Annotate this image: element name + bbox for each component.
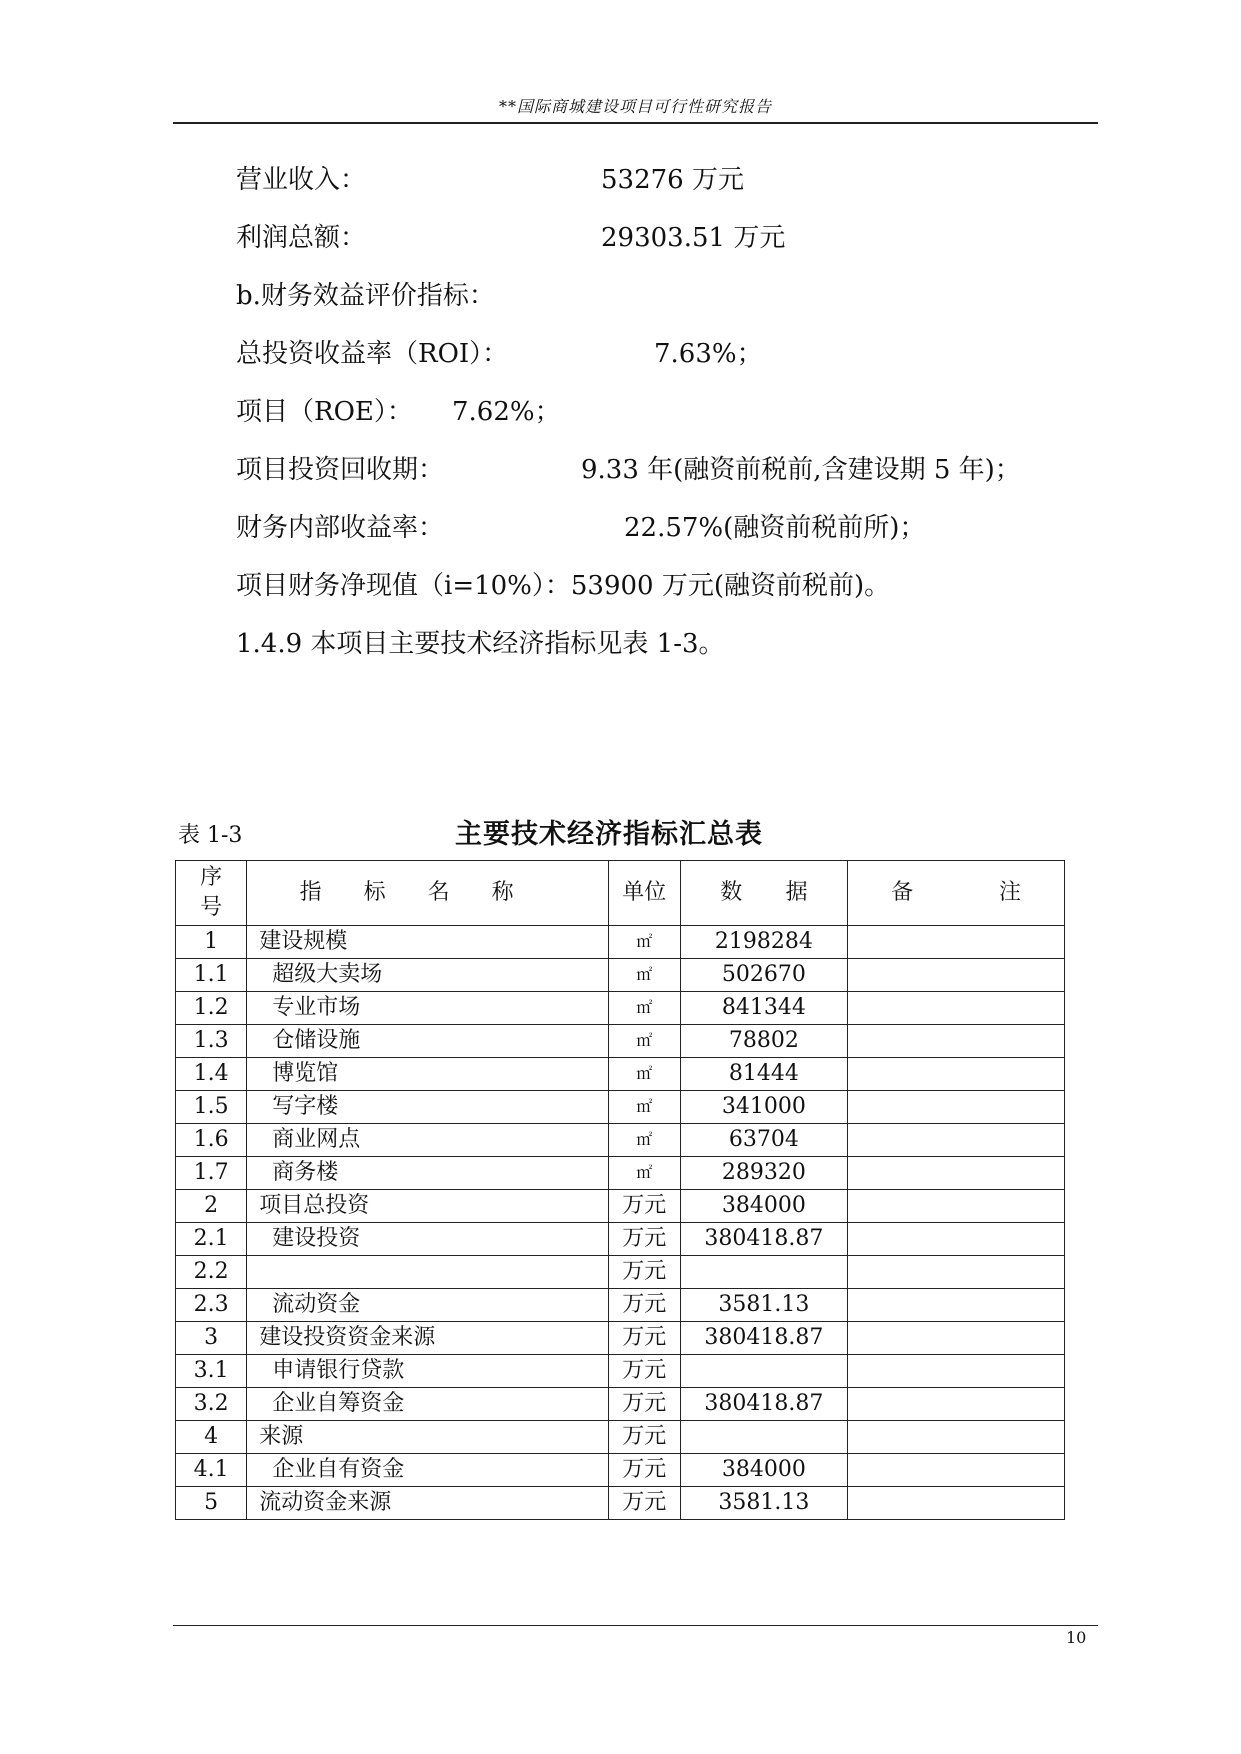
table-row [176, 1487, 1065, 1520]
line-value: 22.57%(融资前税前所)； [624, 513, 926, 543]
table-row [176, 1223, 1065, 1256]
table-row [176, 1157, 1065, 1190]
table-row [176, 1322, 1065, 1355]
table-header-row [176, 861, 1065, 926]
cell-data: 384000 [680, 1454, 848, 1487]
line-value: 9.33 年(融资前税前,含建设期 5 年)； [581, 455, 1021, 485]
cell-note [848, 1190, 1065, 1223]
cell-name: 流动资金 [247, 1289, 609, 1322]
cell-seq: 1.6 [176, 1124, 247, 1157]
cell-name: 商业网点 [247, 1124, 609, 1157]
cell-data: 289320 [680, 1157, 848, 1190]
cell-seq: 2.2 [176, 1256, 247, 1289]
line-label: b.财务效益评价指标： [236, 281, 495, 311]
cell-name: 建设规模 [247, 926, 609, 959]
cell-unit: ㎡ [608, 992, 680, 1025]
cell-data [680, 1355, 848, 1388]
cell-name: 企业自有资金 [247, 1454, 609, 1487]
cell-data: 63704 [680, 1124, 848, 1157]
cell-unit: 万元 [608, 1289, 680, 1322]
cell-seq: 1.2 [176, 992, 247, 1025]
cell-unit: 万元 [608, 1454, 680, 1487]
cell-note [848, 926, 1065, 959]
cell-name: 专业市场 [247, 992, 609, 1025]
line-label: 项目（ROE）： [236, 397, 413, 427]
cell-unit: ㎡ [608, 1124, 680, 1157]
cell-name: 仓储设施 [247, 1025, 609, 1058]
cell-seq: 1.7 [176, 1157, 247, 1190]
cell-seq: 1.3 [176, 1025, 247, 1058]
footer-divider [173, 1625, 1098, 1626]
cell-unit: ㎡ [608, 1025, 680, 1058]
cell-seq: 3.1 [176, 1355, 247, 1388]
cell-seq: 2 [176, 1190, 247, 1223]
page-header [173, 90, 1098, 124]
cell-data [680, 1421, 848, 1454]
line-value: 7.63%； [654, 339, 763, 369]
text-line-indicators-heading [236, 279, 495, 313]
cell-data: 502670 [680, 959, 848, 992]
cell-data: 78802 [680, 1025, 848, 1058]
cell-note [848, 1256, 1065, 1289]
cell-data: 380418.87 [680, 1322, 848, 1355]
text-line-payback [236, 453, 1021, 487]
cell-data: 384000 [680, 1190, 848, 1223]
cell-data: 81444 [680, 1058, 848, 1091]
cell-name: 项目总投资 [247, 1190, 609, 1223]
line-value: 53276 万元 [601, 165, 744, 195]
header-unit: 单位 [608, 861, 680, 926]
line-value: 53900 万元(融资前税前)。 [570, 571, 891, 601]
cell-unit: 万元 [608, 1322, 680, 1355]
cell-unit: 万元 [608, 1223, 680, 1256]
table-row [176, 992, 1065, 1025]
table-row [176, 1388, 1065, 1421]
line-label: 项目投资回收期： [236, 455, 445, 485]
cell-data: 380418.87 [680, 1223, 848, 1256]
cell-note [848, 1454, 1065, 1487]
cell-name [247, 1256, 609, 1289]
cell-seq: 1.5 [176, 1091, 247, 1124]
cell-note [848, 1223, 1065, 1256]
cell-note [848, 1421, 1065, 1454]
line-label: 营业收入： [236, 165, 367, 195]
text-line-profit [236, 221, 785, 255]
line-value: 29303.51 万元 [601, 223, 786, 253]
cell-data: 3581.13 [680, 1289, 848, 1322]
header-note-a: 备 [891, 880, 914, 905]
cell-seq: 4 [176, 1421, 247, 1454]
table-row [176, 1190, 1065, 1223]
table-caption: 表 1-3 [178, 823, 243, 848]
cell-note [848, 992, 1065, 1025]
table-row [176, 1124, 1065, 1157]
cell-seq: 2.3 [176, 1289, 247, 1322]
table-row [176, 1256, 1065, 1289]
cell-unit: ㎡ [608, 926, 680, 959]
cell-seq: 2.1 [176, 1223, 247, 1256]
table-title: 主要技术经济指标汇总表 [455, 819, 763, 850]
text-line-roi [236, 337, 763, 371]
header-title: **国际商城建设项目可行性研究报告 [498, 97, 772, 116]
cell-seq: 5 [176, 1487, 247, 1520]
line-value: 7.62%； [452, 397, 561, 427]
cell-name: 建设投资 [247, 1223, 609, 1256]
cell-unit: ㎡ [608, 1091, 680, 1124]
header-note [848, 861, 1065, 926]
line-label: 1.4.9 本项目主要技术经济指标见表 1-3。 [236, 629, 725, 659]
cell-name: 来源 [247, 1421, 609, 1454]
text-line-table-ref [236, 627, 725, 661]
cell-note [848, 1025, 1065, 1058]
header-note-b: 注 [999, 880, 1022, 905]
cell-note [848, 1124, 1065, 1157]
cell-unit: 万元 [608, 1388, 680, 1421]
line-label: 财务内部收益率： [236, 513, 445, 543]
page-number: 10 [1066, 1628, 1087, 1647]
cell-unit: 万元 [608, 1487, 680, 1520]
cell-unit: 万元 [608, 1421, 680, 1454]
cell-name: 写字楼 [247, 1091, 609, 1124]
header-seq-line1: 序 [200, 865, 223, 890]
header-name: 指标名称 [247, 861, 609, 926]
cell-note [848, 1289, 1065, 1322]
cell-note [848, 1388, 1065, 1421]
cell-name: 申请银行贷款 [247, 1355, 609, 1388]
cell-seq: 4.1 [176, 1454, 247, 1487]
text-line-roe [236, 395, 561, 429]
cell-note [848, 1322, 1065, 1355]
table-row [176, 1025, 1065, 1058]
cell-name: 商务楼 [247, 1157, 609, 1190]
cell-unit: ㎡ [608, 959, 680, 992]
header-data [680, 861, 848, 926]
text-line-irr [236, 511, 925, 545]
line-label: 总投资收益率（ROI）： [236, 339, 509, 369]
cell-name: 企业自筹资金 [247, 1388, 609, 1421]
cell-note [848, 1487, 1065, 1520]
header-seq [176, 861, 247, 926]
table-row [176, 1091, 1065, 1124]
cell-data: 841344 [680, 992, 848, 1025]
cell-data: 2198284 [680, 926, 848, 959]
table-row [176, 926, 1065, 959]
cell-data: 380418.87 [680, 1388, 848, 1421]
cell-note [848, 959, 1065, 992]
table-row [176, 1289, 1065, 1322]
table-row [176, 1355, 1065, 1388]
cell-note [848, 1157, 1065, 1190]
header-data-b: 据 [785, 880, 808, 905]
table-row [176, 959, 1065, 992]
cell-unit: 万元 [608, 1256, 680, 1289]
cell-note [848, 1091, 1065, 1124]
cell-unit: 万元 [608, 1355, 680, 1388]
table-row [176, 1454, 1065, 1487]
text-line-npv [236, 569, 890, 603]
cell-unit: ㎡ [608, 1058, 680, 1091]
cell-data [680, 1256, 848, 1289]
header-seq-line2: 号 [200, 895, 223, 920]
cell-name: 超级大卖场 [247, 959, 609, 992]
cell-seq: 1 [176, 926, 247, 959]
line-label: 项目财务净现值（i=10%）： [236, 571, 571, 601]
cell-unit: 万元 [608, 1190, 680, 1223]
cell-note [848, 1355, 1065, 1388]
cell-unit: ㎡ [608, 1157, 680, 1190]
cell-note [848, 1058, 1065, 1091]
table-row [176, 1421, 1065, 1454]
cell-name: 流动资金来源 [247, 1487, 609, 1520]
line-label: 利润总额： [236, 223, 367, 253]
cell-name: 博览馆 [247, 1058, 609, 1091]
header-data-a: 数 [720, 880, 743, 905]
cell-seq: 3 [176, 1322, 247, 1355]
cell-seq: 3.2 [176, 1388, 247, 1421]
cell-data: 341000 [680, 1091, 848, 1124]
cell-name: 建设投资资金来源 [247, 1322, 609, 1355]
indicators-table [175, 860, 1065, 1520]
cell-seq: 1.4 [176, 1058, 247, 1091]
text-line-revenue [236, 163, 744, 197]
table-row [176, 1058, 1065, 1091]
cell-data: 3581.13 [680, 1487, 848, 1520]
cell-seq: 1.1 [176, 959, 247, 992]
